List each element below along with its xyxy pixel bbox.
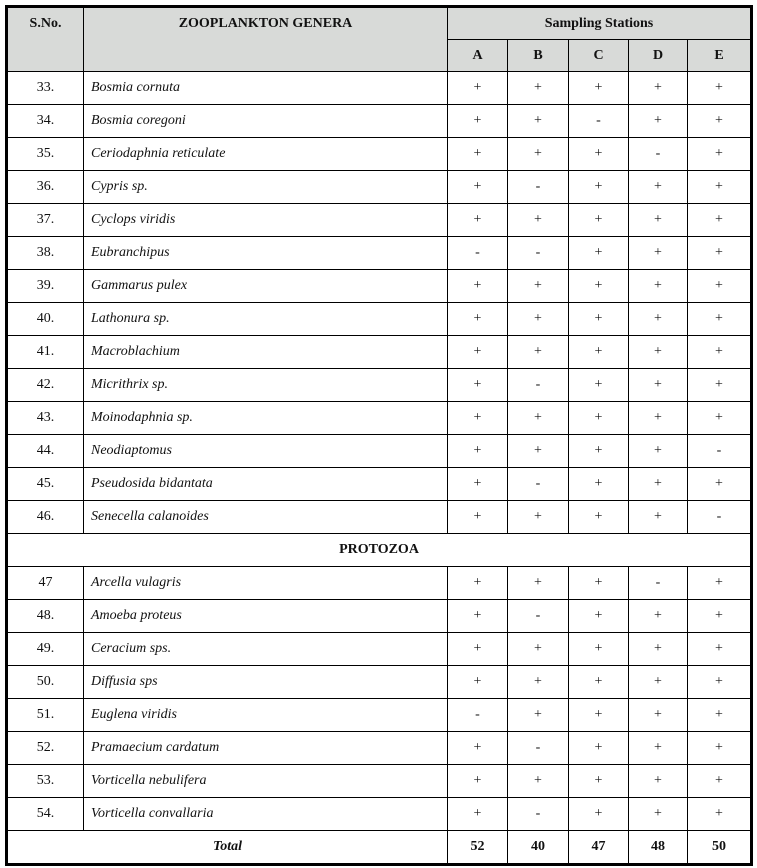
presence-mark-station-e: +	[688, 303, 752, 336]
presence-mark-station-d: +	[629, 666, 688, 699]
presence-mark-station-c: +	[569, 171, 629, 204]
presence-mark-station-a: +	[448, 204, 508, 237]
presence-mark-station-a: +	[448, 336, 508, 369]
presence-mark-station-a: +	[448, 303, 508, 336]
presence-mark-station-a: +	[448, 567, 508, 600]
presence-mark-station-b: +	[508, 765, 569, 798]
total-label: Total	[7, 831, 448, 865]
row-sno: 44.	[7, 435, 84, 468]
presence-mark-station-b: +	[508, 633, 569, 666]
row-sno: 43.	[7, 402, 84, 435]
zooplankton-table	[5, 5, 753, 866]
presence-mark-station-c: +	[569, 72, 629, 105]
header-station-b: B	[508, 40, 569, 72]
presence-mark-station-d: +	[629, 72, 688, 105]
total-row	[7, 831, 752, 865]
row-sno: 33.	[7, 72, 84, 105]
presence-mark-station-e: +	[688, 600, 752, 633]
header-station-c: C	[569, 40, 629, 72]
presence-mark-station-a: +	[448, 270, 508, 303]
presence-mark-station-e: +	[688, 105, 752, 138]
presence-mark-station-a: +	[448, 435, 508, 468]
table-row	[7, 138, 752, 171]
row-genus-name: Bosmia coregoni	[84, 105, 448, 138]
presence-mark-station-e: +	[688, 369, 752, 402]
presence-mark-station-a: +	[448, 765, 508, 798]
presence-mark-station-d: +	[629, 699, 688, 732]
presence-mark-station-d: +	[629, 468, 688, 501]
row-genus-name: Pramaecium cardatum	[84, 732, 448, 765]
presence-mark-station-b: -	[508, 600, 569, 633]
presence-mark-station-c: +	[569, 468, 629, 501]
table-row	[7, 171, 752, 204]
presence-mark-station-e: -	[688, 501, 752, 534]
row-genus-name: Bosmia cornuta	[84, 72, 448, 105]
presence-mark-station-d: +	[629, 105, 688, 138]
table-row	[7, 468, 752, 501]
section-title-protozoa: PROTOZOA	[7, 534, 752, 567]
presence-mark-station-d: +	[629, 765, 688, 798]
presence-mark-station-c: +	[569, 633, 629, 666]
row-genus-name: Moinodaphnia sp.	[84, 402, 448, 435]
presence-mark-station-d: +	[629, 171, 688, 204]
presence-mark-station-b: +	[508, 204, 569, 237]
row-sno: 51.	[7, 699, 84, 732]
presence-mark-station-e: +	[688, 336, 752, 369]
table-body	[7, 72, 752, 865]
header-station-d: D	[629, 40, 688, 72]
row-genus-name: Lathonura sp.	[84, 303, 448, 336]
presence-mark-station-a: -	[448, 237, 508, 270]
presence-mark-station-a: +	[448, 732, 508, 765]
presence-mark-station-e: +	[688, 237, 752, 270]
table-row	[7, 501, 752, 534]
row-genus-name: Cyclops viridis	[84, 204, 448, 237]
presence-mark-station-a: -	[448, 699, 508, 732]
presence-mark-station-c: +	[569, 303, 629, 336]
presence-mark-station-b: -	[508, 798, 569, 831]
presence-mark-station-c: +	[569, 765, 629, 798]
row-genus-name: Ceracium sps.	[84, 633, 448, 666]
presence-mark-station-e: -	[688, 435, 752, 468]
row-sno: 38.	[7, 237, 84, 270]
presence-mark-station-e: +	[688, 666, 752, 699]
presence-mark-station-e: +	[688, 468, 752, 501]
presence-mark-station-c: +	[569, 336, 629, 369]
presence-mark-station-e: +	[688, 732, 752, 765]
presence-mark-station-d: +	[629, 237, 688, 270]
presence-mark-station-a: +	[448, 798, 508, 831]
row-genus-name: Vorticella nebulifera	[84, 765, 448, 798]
row-sno: 54.	[7, 798, 84, 831]
table-row	[7, 105, 752, 138]
section-row	[7, 534, 752, 567]
row-sno: 49.	[7, 633, 84, 666]
presence-mark-station-d: +	[629, 402, 688, 435]
presence-mark-station-d: +	[629, 270, 688, 303]
table-row	[7, 666, 752, 699]
row-genus-name: Macroblachium	[84, 336, 448, 369]
total-value-station-b: 40	[508, 831, 569, 865]
row-sno: 46.	[7, 501, 84, 534]
presence-mark-station-c: +	[569, 204, 629, 237]
presence-mark-station-b: -	[508, 369, 569, 402]
presence-mark-station-a: +	[448, 666, 508, 699]
presence-mark-station-a: +	[448, 72, 508, 105]
row-sno: 35.	[7, 138, 84, 171]
presence-mark-station-a: +	[448, 402, 508, 435]
presence-mark-station-b: +	[508, 666, 569, 699]
row-sno: 52.	[7, 732, 84, 765]
presence-mark-station-e: +	[688, 633, 752, 666]
presence-mark-station-b: +	[508, 402, 569, 435]
presence-mark-station-e: +	[688, 270, 752, 303]
presence-mark-station-c: +	[569, 270, 629, 303]
presence-mark-station-c: +	[569, 666, 629, 699]
presence-mark-station-b: +	[508, 567, 569, 600]
row-genus-name: Eubranchipus	[84, 237, 448, 270]
table-row	[7, 435, 752, 468]
presence-mark-station-c: +	[569, 138, 629, 171]
header-genera: ZOOPLANKTON GENERA	[84, 7, 448, 72]
presence-mark-station-e: +	[688, 567, 752, 600]
presence-mark-station-a: +	[448, 105, 508, 138]
header-station-e: E	[688, 40, 752, 72]
row-genus-name: Amoeba proteus	[84, 600, 448, 633]
presence-mark-station-d: +	[629, 732, 688, 765]
total-value-station-c: 47	[569, 831, 629, 865]
table-row	[7, 303, 752, 336]
presence-mark-station-a: +	[448, 171, 508, 204]
table-row	[7, 72, 752, 105]
table-header	[7, 7, 752, 72]
presence-mark-station-e: +	[688, 402, 752, 435]
presence-mark-station-b: +	[508, 270, 569, 303]
presence-mark-station-d: -	[629, 138, 688, 171]
row-genus-name: Diffusia sps	[84, 666, 448, 699]
header-sno: S.No.	[7, 7, 84, 72]
row-sno: 42.	[7, 369, 84, 402]
presence-mark-station-e: +	[688, 138, 752, 171]
row-sno: 34.	[7, 105, 84, 138]
presence-mark-station-b: -	[508, 237, 569, 270]
row-genus-name: Gammarus pulex	[84, 270, 448, 303]
presence-mark-station-b: +	[508, 435, 569, 468]
table-row	[7, 567, 752, 600]
row-sno: 36.	[7, 171, 84, 204]
presence-mark-station-b: +	[508, 72, 569, 105]
presence-mark-station-d: -	[629, 567, 688, 600]
table-row	[7, 765, 752, 798]
table-row	[7, 699, 752, 732]
presence-mark-station-c: +	[569, 237, 629, 270]
presence-mark-station-d: +	[629, 501, 688, 534]
row-genus-name: Vorticella convallaria	[84, 798, 448, 831]
presence-mark-station-e: +	[688, 798, 752, 831]
presence-mark-station-b: +	[508, 105, 569, 138]
presence-mark-station-a: +	[448, 468, 508, 501]
table-row	[7, 204, 752, 237]
presence-mark-station-e: +	[688, 765, 752, 798]
presence-mark-station-c: +	[569, 732, 629, 765]
table-row	[7, 633, 752, 666]
header-station-a: A	[448, 40, 508, 72]
presence-mark-station-d: +	[629, 633, 688, 666]
row-sno: 40.	[7, 303, 84, 336]
presence-mark-station-c: +	[569, 699, 629, 732]
presence-mark-station-e: +	[688, 699, 752, 732]
table-row	[7, 732, 752, 765]
presence-mark-station-d: +	[629, 204, 688, 237]
presence-mark-station-b: +	[508, 303, 569, 336]
presence-mark-station-b: +	[508, 501, 569, 534]
presence-mark-station-c: -	[569, 105, 629, 138]
row-sno: 39.	[7, 270, 84, 303]
presence-mark-station-e: +	[688, 171, 752, 204]
presence-mark-station-c: +	[569, 369, 629, 402]
row-sno: 45.	[7, 468, 84, 501]
presence-mark-station-b: -	[508, 732, 569, 765]
presence-mark-station-a: +	[448, 369, 508, 402]
presence-mark-station-a: +	[448, 600, 508, 633]
presence-mark-station-a: +	[448, 138, 508, 171]
presence-mark-station-b: +	[508, 336, 569, 369]
presence-mark-station-d: +	[629, 600, 688, 633]
presence-mark-station-e: +	[688, 72, 752, 105]
table-row	[7, 402, 752, 435]
row-genus-name: Arcella vulagris	[84, 567, 448, 600]
row-sno: 47	[7, 567, 84, 600]
row-genus-name: Pseudosida bidantata	[84, 468, 448, 501]
presence-mark-station-d: +	[629, 336, 688, 369]
row-sno: 37.	[7, 204, 84, 237]
presence-mark-station-c: +	[569, 402, 629, 435]
presence-mark-station-d: +	[629, 369, 688, 402]
presence-mark-station-d: +	[629, 303, 688, 336]
presence-mark-station-a: +	[448, 633, 508, 666]
row-sno: 48.	[7, 600, 84, 633]
presence-mark-station-c: +	[569, 567, 629, 600]
presence-mark-station-c: +	[569, 600, 629, 633]
row-genus-name: Neodiaptomus	[84, 435, 448, 468]
presence-mark-station-b: -	[508, 468, 569, 501]
row-genus-name: Cypris sp.	[84, 171, 448, 204]
row-sno: 41.	[7, 336, 84, 369]
row-genus-name: Senecella calanoides	[84, 501, 448, 534]
row-sno: 53.	[7, 765, 84, 798]
row-genus-name: Euglena viridis	[84, 699, 448, 732]
total-value-station-d: 48	[629, 831, 688, 865]
presence-mark-station-b: +	[508, 699, 569, 732]
total-value-station-a: 52	[448, 831, 508, 865]
table-row	[7, 369, 752, 402]
table-row	[7, 600, 752, 633]
presence-mark-station-d: +	[629, 798, 688, 831]
table-row	[7, 270, 752, 303]
presence-mark-station-c: +	[569, 501, 629, 534]
presence-mark-station-b: +	[508, 138, 569, 171]
table-row	[7, 336, 752, 369]
presence-mark-station-a: +	[448, 501, 508, 534]
presence-mark-station-c: +	[569, 798, 629, 831]
document-page	[5, 5, 753, 866]
table-row	[7, 798, 752, 831]
presence-mark-station-d: +	[629, 435, 688, 468]
table-row	[7, 237, 752, 270]
row-genus-name: Ceriodaphnia reticulate	[84, 138, 448, 171]
presence-mark-station-e: +	[688, 204, 752, 237]
presence-mark-station-b: -	[508, 171, 569, 204]
row-genus-name: Micrithrix sp.	[84, 369, 448, 402]
presence-mark-station-c: +	[569, 435, 629, 468]
total-value-station-e: 50	[688, 831, 752, 865]
row-sno: 50.	[7, 666, 84, 699]
header-sampling-stations: Sampling Stations	[448, 7, 752, 40]
